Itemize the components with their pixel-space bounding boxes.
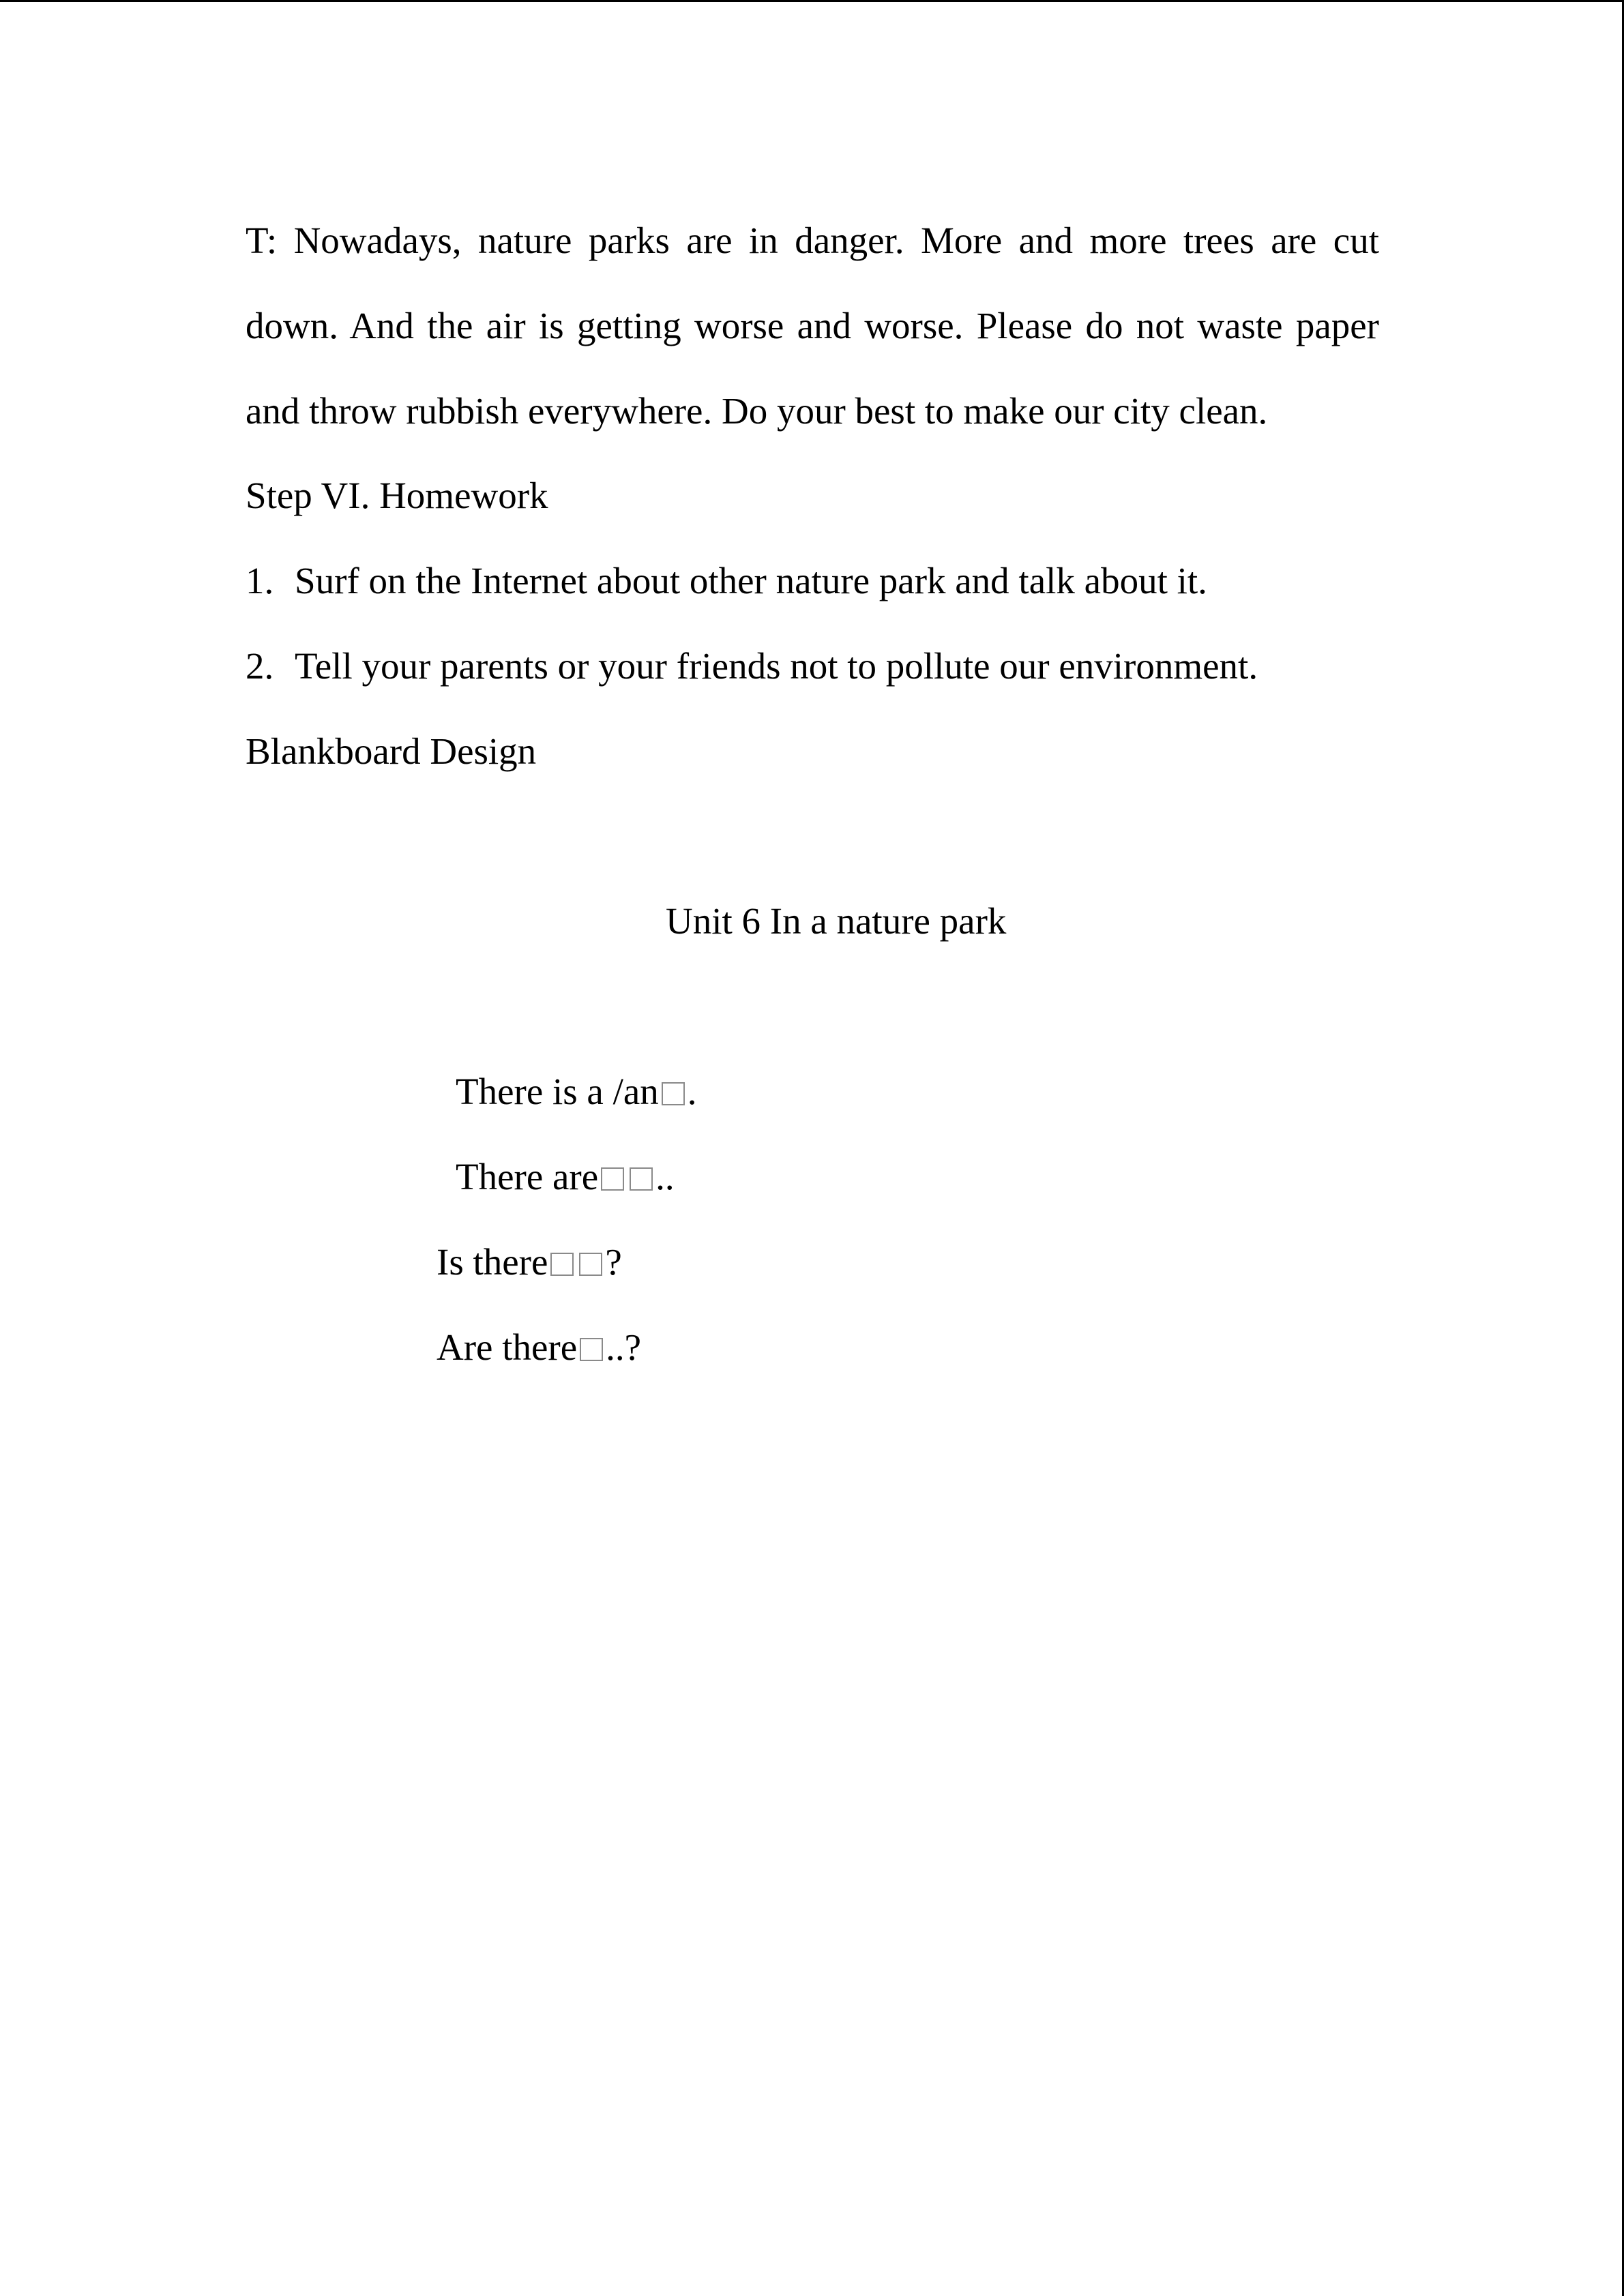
sentence-1-suffix: . bbox=[687, 1071, 697, 1112]
homework-heading: Step VI. Homework bbox=[246, 475, 548, 516]
sentence-2-text: There are bbox=[456, 1156, 599, 1197]
sentence-4-text: Are there bbox=[437, 1326, 578, 1368]
blackboard-sentence-3 bbox=[437, 1238, 622, 1286]
homework-item-1-number: 1. bbox=[246, 560, 274, 601]
homework-item-2-text: Tell your parents or your friends not to pollute our environment. bbox=[295, 645, 1258, 687]
sentence-2-suffix: .. bbox=[655, 1156, 675, 1197]
sentence-1-text: There is a /an bbox=[456, 1071, 659, 1112]
sentence-3-suffix: ? bbox=[605, 1241, 622, 1283]
homework-item-1 bbox=[246, 557, 1207, 605]
homework-item-2 bbox=[246, 642, 1258, 690]
homework-item-1-text: Surf on the Internet about other nature park and talk about it. bbox=[295, 560, 1207, 601]
blackboard-sentence-4 bbox=[437, 1324, 641, 1371]
blank-box-icon bbox=[630, 1167, 653, 1191]
sentence-4-suffix: ..? bbox=[606, 1326, 642, 1368]
blackboard-sentence-1 bbox=[456, 1068, 697, 1116]
blackboard-title: Unit 6 In a nature park bbox=[666, 900, 1007, 942]
sentence-3-text: Is there bbox=[437, 1241, 548, 1283]
homework-item-2-number: 2. bbox=[246, 645, 274, 687]
blackboard-heading: Blankboard Design bbox=[246, 730, 537, 772]
blank-box-icon bbox=[662, 1082, 685, 1105]
blank-box-icon bbox=[580, 1338, 603, 1361]
paragraph-text: T: Nowadays, nature parks are in danger. More and more trees are cut down. And the air is getting worse and worse. Please do not waste paper and throw rubbish everywhere. Do your best to make our city clean. bbox=[246, 220, 1379, 432]
blank-box-icon bbox=[550, 1253, 574, 1276]
page-border-top bbox=[0, 0, 1624, 2]
blackboard-sentence-2 bbox=[456, 1153, 675, 1201]
blank-box-icon bbox=[579, 1253, 602, 1276]
blank-box-icon bbox=[601, 1167, 624, 1191]
